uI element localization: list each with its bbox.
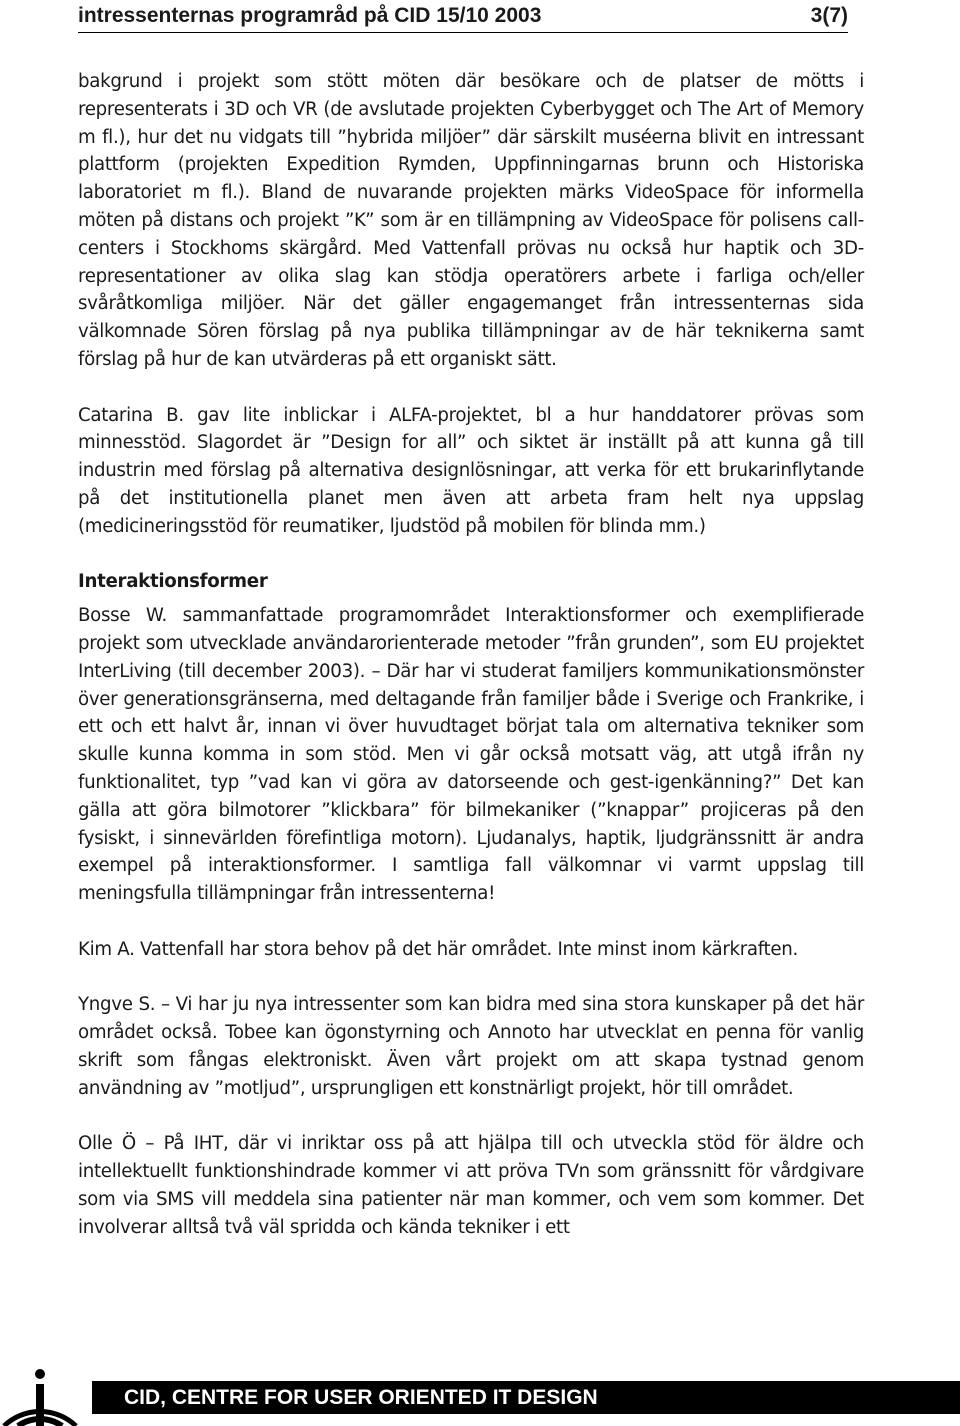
paragraph-5: Yngve S. – Vi har ju nya intressenter som kan bidra med sina stora kunskaper på det här området också. Tobee kan ögonstyrning och Annoto har utvecklat en penna för vanlig skrift som fångas elektroniskt. Även vårt projekt om att skapa tystnad genom användning av ”motljud”, ursprungligen ett konstnärligt projekt, hör till området. xyxy=(78,994,864,1099)
paragraph-4: Kim A. Vattenfall har stora behov på det här området. Inte minst inom kärkraften. xyxy=(78,938,798,960)
paragraph-3: Bosse W. sammanfattade programområdet Interaktionsformer och exemplifierade projekt som utvecklade användarorienterade metoder ”från grunden”, som EU projektet InterLiving (till december 2003). – Där har vi studerat familjers kommunikationsmönster över generationsgränserna, med deltagande från familjer både i Sverige och Frankrike, i ett och ett halvt år, innan vi över huvudtaget börjat tala om alternativa tekniker som skulle kunna komma in som stöd. Men vi går också motsatt väg, att utgå ifrån ny funktionalitet, typ ”vad kan vi göra av datorseende och gest-igenkänning?” Det kan gälla att göra bilmotorer ”klickbara” för bilmekaniker (”knappar” projiceras på den fysiskt, i sinnevärlden förefintliga motorn). Ljudanalys, haptik, ljudgränssnitt är andra exempel på interaktionsformer. I samtliga fall välkomnar vi varmt uppslag till meningsfulla tillämpningar från intressenterna! xyxy=(78,605,864,905)
page-footer xyxy=(92,1381,960,1414)
cid-logo-icon xyxy=(0,1346,80,1426)
paragraph-6: Olle Ö – På IHT, där vi inriktar oss på att hjälpa till och utveckla stöd för äldre och intellektuellt funktionshindrade kommer vi att pröva TVn som gränssnitt för vårdgivare som via SMS vill meddela sina patienter när man kommer, och vem som kommer. Det involverar alltså två väl spridda och kända tekniker i ett xyxy=(78,1133,864,1238)
document-title: intressenternas programråd på CID 15/10 2003 xyxy=(78,4,542,27)
footer-text: CID, CENTRE FOR USER ORIENTED IT DESIGN xyxy=(124,1385,598,1409)
paragraph-2: Catarina B. gav lite inblickar i ALFA-projektet, bl a hur handdatorer prövas som minnesstöd. Slagordet är ”Design for all” och siktet är inställt på att kunna gå till industrin med förslag på alternativa designlösningar, att verka för ett brukarinflytande på det institutionella planet men även att arbeta fram helt nya uppslag (medicineringsstöd för reumatiker, ljudstöd på mobilen för blinda mm.) xyxy=(78,404,864,537)
paragraph-1: bakgrund i projekt som stött möten där besökare och de platser de mötts i representerats i 3D och VR (de avslutade projekten Cyberbygget och The Art of Memory m fl.), hur det nu vidgats till ”hybrida miljöer” där särskilt muséerna blivit en intressant plattform (projekten Expedition Rymden, Uppfinningarnas brunn och Historiska laboratoriet m fl.). Bland de nuvarande projekten märks VideoSpace för informella möten på distans och projekt ”K” som är en tillämpning av VideoSpace för polisens call-centers i Stockhoms skärgård. Med Vattenfall prövas nu också hur haptik och 3D-representationer av olika slag kan stödja operatörers arbete i farliga och/eller svåråtkomliga miljöer. När det gäller engagemanget från intressenternas sida välkomnade Sören förslag på nya publika tillämpningar av de här teknikerna samt förslag på hur de kan utvärderas på ett organiskt sätt. xyxy=(78,71,864,370)
document-body xyxy=(78,68,864,1269)
page-header xyxy=(78,0,848,33)
section-heading: Interaktionsformer xyxy=(78,571,268,593)
page-number: 3(7) xyxy=(810,4,848,27)
